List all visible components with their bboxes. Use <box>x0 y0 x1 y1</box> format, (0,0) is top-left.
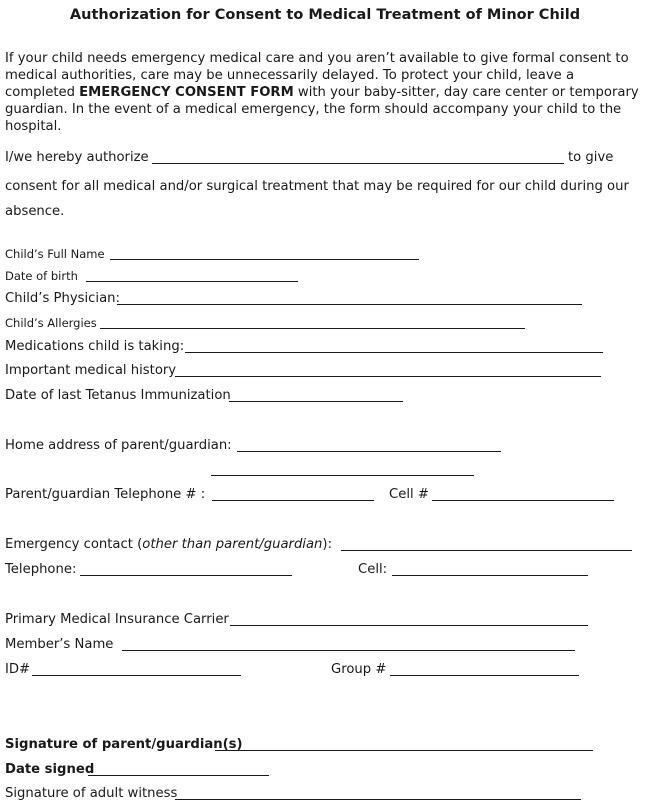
to-give-label: to give <box>568 150 614 165</box>
group-number-label: Group # <box>331 662 387 677</box>
home-address-field-line2[interactable] <box>211 474 474 476</box>
tetanus-label: Date of last Tetanus Immunization <box>5 388 231 403</box>
medications-label: Medications child is taking: <box>5 339 185 354</box>
medications-field[interactable] <box>185 351 603 353</box>
child-allergies-field[interactable] <box>100 327 525 329</box>
emergency-cell-label: Cell: <box>358 562 388 577</box>
authorized-person-field[interactable] <box>152 162 564 164</box>
parent-signature-field[interactable] <box>215 749 593 751</box>
parent-cell-label: Cell # <box>389 487 429 502</box>
date-signed-label: Date signed <box>5 762 95 777</box>
group-number-field[interactable] <box>390 674 579 676</box>
emergency-contact-label-suffix: ): <box>322 537 333 552</box>
child-allergies-label: Child’s Allergies <box>5 316 97 330</box>
emergency-contact-label-italic: other than parent/guardian <box>142 537 323 552</box>
tetanus-date-field[interactable] <box>229 400 403 402</box>
child-physician-label: Child’s Physician: <box>5 291 120 306</box>
emergency-contact-label-prefix: Emergency contact ( <box>5 537 143 552</box>
child-physician-field[interactable] <box>117 303 582 305</box>
date-of-birth-field[interactable] <box>86 280 298 282</box>
witness-signature-field[interactable] <box>175 798 581 800</box>
emergency-contact-label <box>5 536 332 554</box>
emergency-telephone-field[interactable] <box>80 574 292 576</box>
witness-signature-label: Signature of adult witness <box>5 786 178 801</box>
parent-telephone-field[interactable] <box>212 499 374 501</box>
date-of-birth-label: Date of birth <box>5 269 78 283</box>
id-number-field[interactable] <box>32 674 241 676</box>
parent-cell-field[interactable] <box>432 499 614 501</box>
form-title: Authorization for Consent to Medical Treatment of Minor Child <box>69 7 581 23</box>
id-number-label: ID# <box>5 662 31 677</box>
medical-history-label: Important medical history <box>5 363 177 378</box>
insurance-carrier-field[interactable] <box>230 624 588 626</box>
medical-history-field[interactable] <box>175 375 601 377</box>
consent-continuation: consent for all medical and/or surgical treatment that may be required for our child during our absence. <box>5 179 629 219</box>
member-name-label: Member’s Name <box>5 637 114 652</box>
child-full-name-field[interactable] <box>110 258 419 260</box>
insurance-carrier-label: Primary Medical Insurance Carrier <box>5 612 229 627</box>
intro-text-before: If your child needs emergency medical care and you aren’t available to give formal consent to medical authorities, care may be unnecessarily delayed. To protect your child, leave a completed <box>5 51 629 100</box>
member-name-field[interactable] <box>122 649 575 651</box>
intro-text-after: with your baby-sitter, day care center or temporary guardian. In the event of a medical emergency, the form should accompany your child to the hospital. <box>5 85 639 134</box>
intro-bold-form-name: EMERGENCY CONSENT FORM <box>79 85 294 100</box>
parent-telephone-label: Parent/guardian Telephone # : <box>5 487 206 502</box>
emergency-contact-field[interactable] <box>341 549 632 551</box>
emergency-cell-field[interactable] <box>392 574 588 576</box>
emergency-telephone-label: Telephone: <box>5 562 77 577</box>
authorize-label: I/we hereby authorize <box>5 150 149 165</box>
child-full-name-label: Child’s Full Name <box>5 247 105 261</box>
intro-paragraph <box>5 50 645 135</box>
home-address-label: Home address of parent/guardian: <box>5 438 232 453</box>
home-address-field-line1[interactable] <box>237 450 501 452</box>
parent-signature-label: Signature of parent/guardian(s) <box>5 737 243 752</box>
date-signed-field[interactable] <box>88 774 269 776</box>
